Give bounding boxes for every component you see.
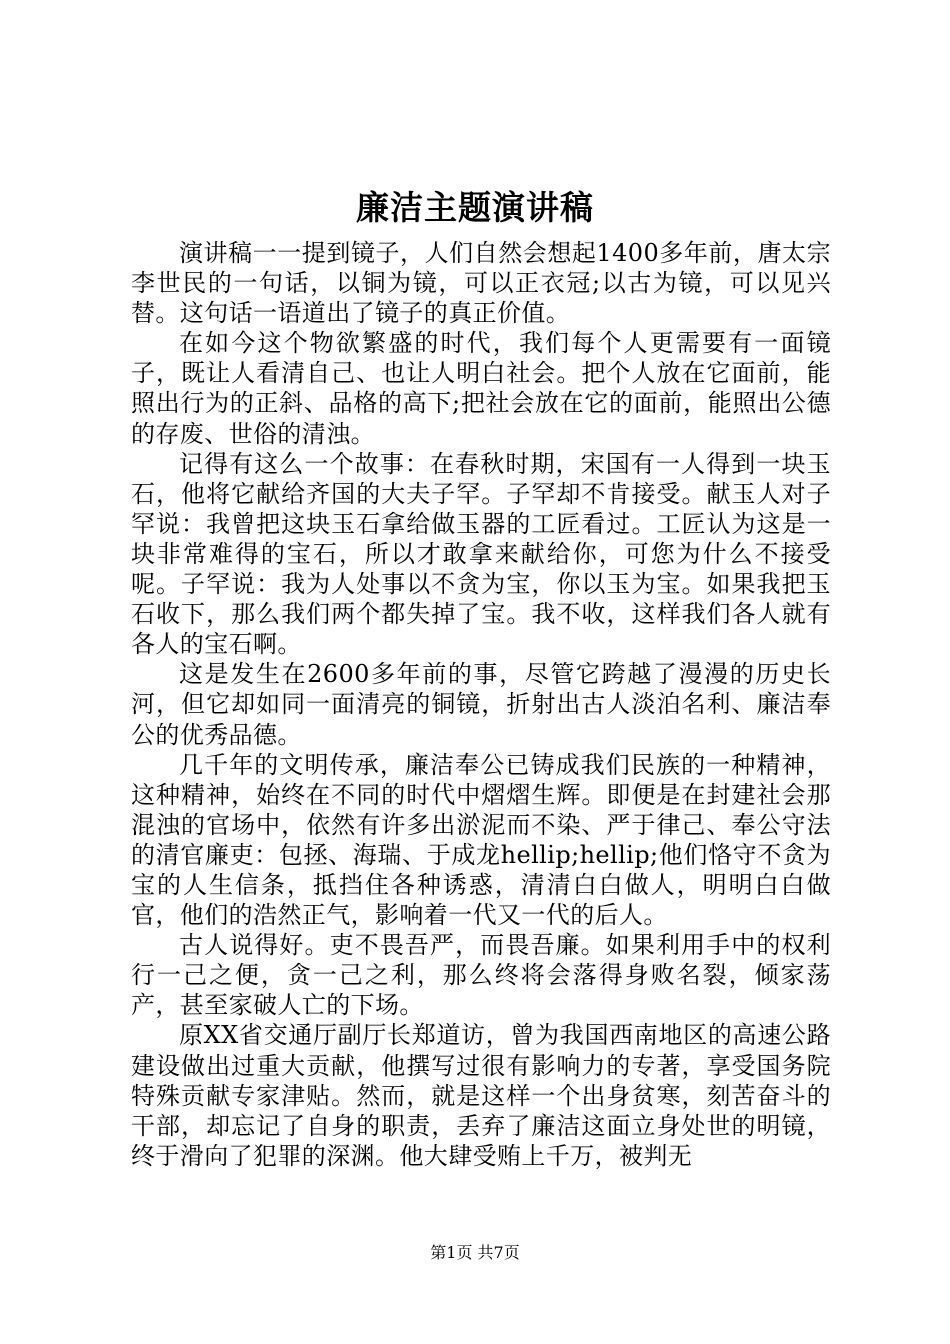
paragraph-6: 古人说得好。吏不畏吾严，而畏吾廉。如果利用手中的权利行一己之便，贪一己之利，那么终将会落得身败名裂，倾家荡产，甚至家破人亡的下场。 [131, 931, 831, 1020]
paragraph-5: 几千年的文明传承，廉洁奉公已铸成我们民族的一种精神，这种精神，始终在不同的时代中熠熠生辉。即便是在封建社会那混浊的官场中，依然有许多出淤泥而不染、严于律己、奉公守法的清官廉吏：包拯、海瑞、于成龙hellip;hellip;他们恪守不贪为宝的人生信条，抵挡住各种诱惑，清清白白做人，明明白白做官，他们的浩然正气，影响着一代又一代的后人。 [131, 750, 831, 930]
paragraph-4: 这是发生在2600多年前的事，尽管它跨越了漫漫的历史长河，但它却如同一面清亮的铜镜，折射出古人淡泊名利、廉洁奉公的优秀品德。 [131, 660, 831, 749]
paragraph-3: 记得有这么一个故事：在春秋时期，宋国有一人得到一块玉石，他将它献给齐国的大夫子罕。子罕却不肯接受。献玉人对子罕说：我曾把这块玉石拿给做玉器的工匠看过。工匠认为这是一块非常难得的宝石，所以才敢拿来献给你，可您为什么不接受呢。子罕说：我为人处事以不贪为宝，你以玉为宝。如果我把玉石收下，那么我们两个都失掉了宝。我不收，这样我们各人就有各人的宝石啊。 [131, 449, 831, 659]
document-title: 廉洁主题演讲稿 [356, 188, 594, 227]
paragraph-2: 在如今这个物欲繁盛的时代，我们每个人更需要有一面镜子，既让人看清自己、也让人明白社会。把个人放在它面前，能照出行为的正斜、品格的高下;把社会放在它的面前，能照出公德的存废、世俗的清浊。 [131, 329, 831, 448]
document-body [131, 238, 831, 1171]
page-number-footer: 第1页 共7页 [430, 1243, 520, 1262]
paragraph-7: 原XX省交通厅副厅长郑道访，曾为我国西南地区的高速公路建设做出过重大贡献，他撰写过很有影响力的专著，享受国务院特殊贡献专家津贴。然而，就是这样一个出身贫寒，刻苦奋斗的干部，却忘记了自身的职责，丢弃了廉洁这面立身处世的明镜，终于滑向了犯罪的深渊。他大肆受贿上千万，被判无 [131, 1021, 831, 1170]
paragraph-1: 演讲稿一一提到镜子，人们自然会想起1400多年前，唐太宗李世民的一句话，以铜为镜，可以正衣冠;以古为镜，可以见兴替。这句话一语道出了镜子的真正价值。 [131, 239, 831, 328]
